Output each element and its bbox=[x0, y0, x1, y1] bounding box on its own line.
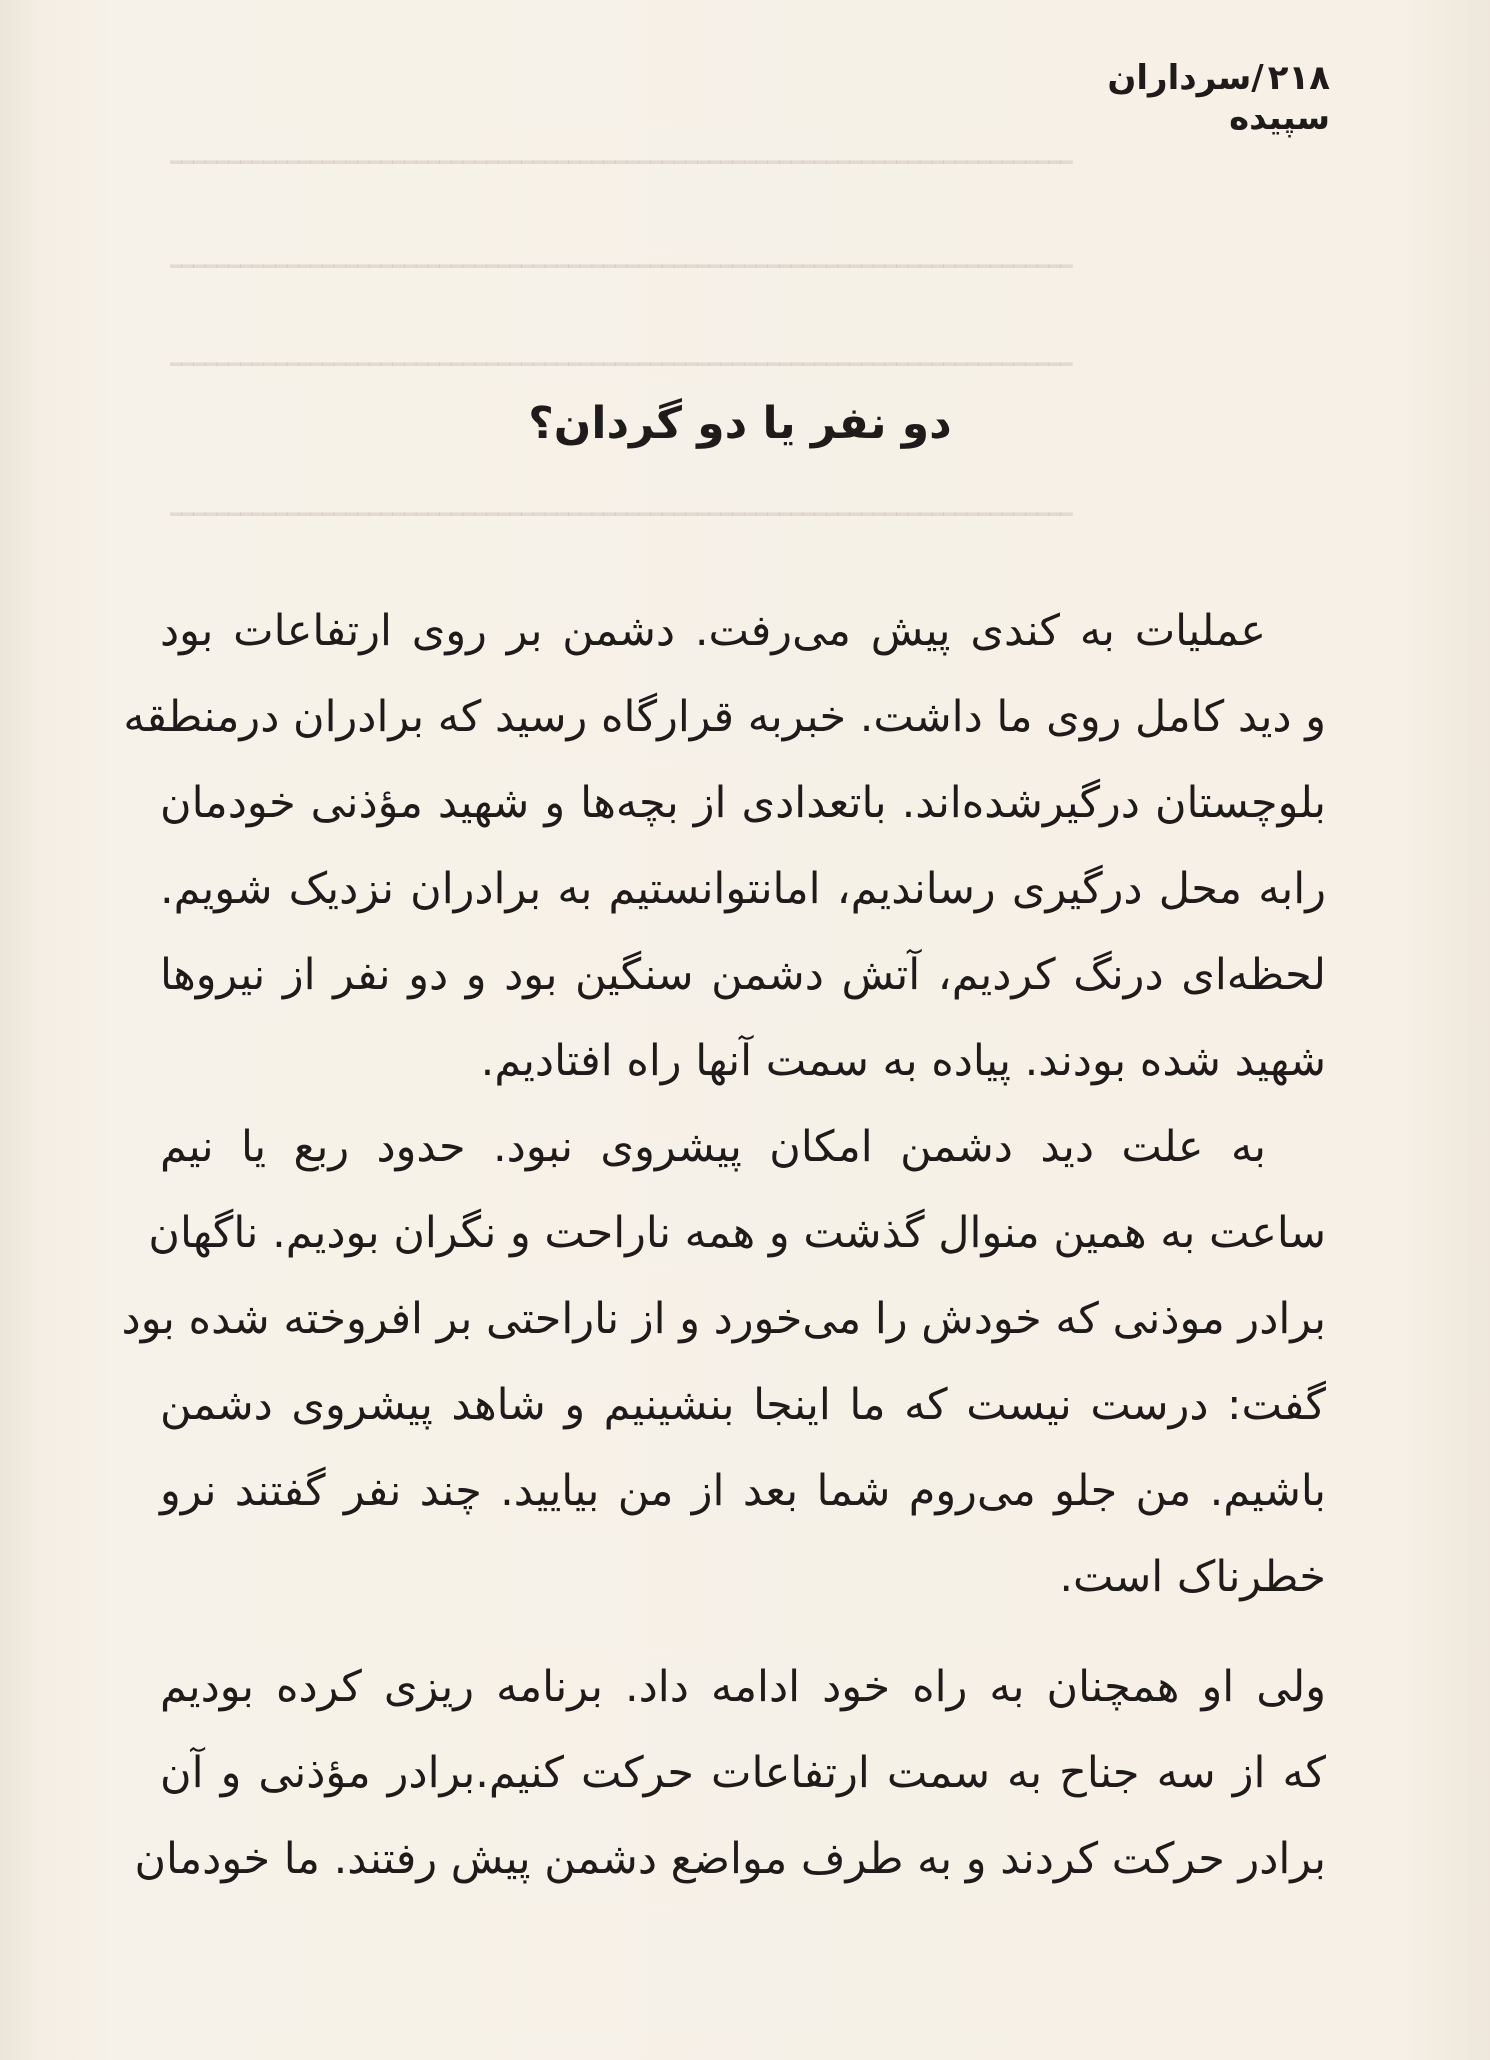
text-line: بلوچستان درگیرشده‌اند. باتعدادی از بچه‌ها و شهید مؤذنی خودمان bbox=[160, 778, 1326, 828]
bleed-through-decoration: ـــــــــــــــــــــــــــــــــــــــــــــــــــــــــــــــــــــــــــــ bbox=[170, 232, 1073, 278]
body-text bbox=[121, 588, 1326, 1902]
text-line: ساعت به همین منوال گذشت و همه ناراحت و نگران بودیم. ناگهان bbox=[148, 1208, 1326, 1258]
paragraph bbox=[123, 588, 1326, 1104]
text-line: ولی او همچنان به راه خود ادامه داد. برنامه ریزی کرده بودیم bbox=[160, 1662, 1326, 1712]
page-number: ۲۱۸ bbox=[1267, 58, 1330, 98]
text-line: عملیات به کندی پیش می‌رفت. دشمن بر روی ارتفاعات بود bbox=[160, 606, 1266, 656]
running-header bbox=[1010, 58, 1330, 138]
text-line: رابه محل درگیری رساندیم، امانتوانستیم به برادران نزدیک شویم. bbox=[160, 864, 1326, 914]
bleed-through-decoration: ـــــــــــــــــــــــــــــــــــــــــــــــــــــــــــــــــــــــــــــ bbox=[170, 480, 1073, 526]
text-line: برادر حرکت کردند و به طرف مواضع دشمن پیش رفتند. ما خودمان bbox=[134, 1834, 1326, 1884]
book-title: /سرداران سپیده bbox=[1107, 58, 1330, 138]
section-title: دو نفر یا دو گردان؟ bbox=[528, 398, 952, 449]
paragraph bbox=[134, 1644, 1326, 1902]
text-line: برادر موذنی که خودش را می‌خورد و از ناراحتی بر افروخته شده بود bbox=[121, 1294, 1326, 1344]
text-line: گفت: درست نیست که ما اینجا بنشینیم و شاهد پیشروی دشمن bbox=[160, 1380, 1326, 1430]
paragraph-gap bbox=[160, 1620, 1326, 1644]
bleed-through-decoration: ـــــــــــــــــــــــــــــــــــــــــــــــــــــــــــــــــــــــــــــ bbox=[170, 128, 1073, 174]
text-line: و دید کامل روی ما داشت. خبربه قرارگاه رسید که برادران درمنطقه bbox=[123, 692, 1326, 742]
text-line: باشیم. من جلو می‌روم شما بعد از من بیایید. چند نفر گفتند نرو bbox=[160, 1466, 1326, 1516]
text-line: خطرناک است. bbox=[1059, 1552, 1326, 1602]
text-line: لحظه‌ای درنگ کردیم، آتش دشمن سنگین بود و دو نفر از نیروها bbox=[160, 950, 1326, 1000]
paragraph bbox=[121, 1104, 1326, 1620]
text-line: به علت دید دشمن امکان پیشروی نبود. حدود ربع یا نیم bbox=[160, 1122, 1266, 1172]
text-line: شهید شده بودند. پیاده به سمت آنها راه افتادیم. bbox=[480, 1036, 1326, 1086]
text-line: که از سه جناح به سمت ارتفاعات حرکت کنیم.برادر مؤذنی و آن bbox=[160, 1748, 1326, 1798]
bleed-through-decoration: ـــــــــــــــــــــــــــــــــــــــــــــــــــــــــــــــــــــــــــــ bbox=[170, 330, 1073, 376]
